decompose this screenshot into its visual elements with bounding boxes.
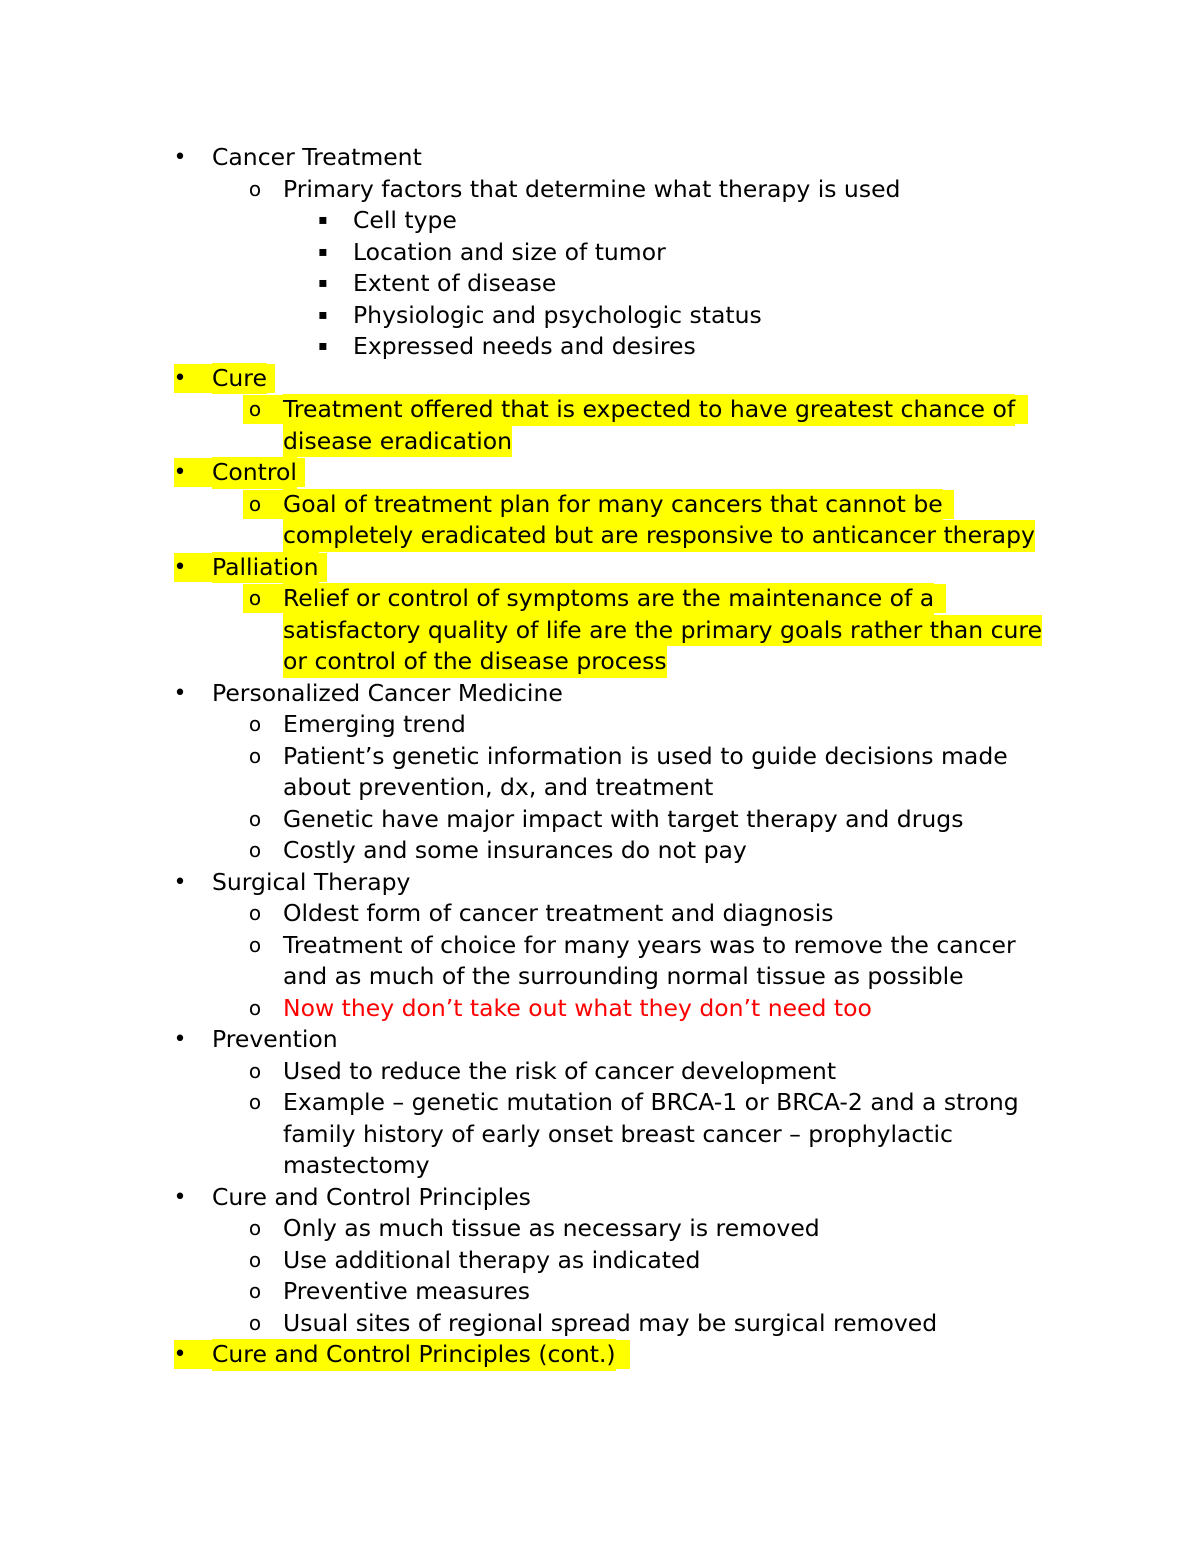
list-item-text: Example – genetic mutation of BRCA-1 or BRCA-2 and a strong — [283, 1088, 1019, 1116]
list-item — [0, 709, 1200, 741]
list-item — [0, 1276, 1200, 1308]
list-item-text: Now they don’t take out what they don’t need too — [283, 993, 872, 1022]
circle-bullet-icon: o — [248, 932, 262, 957]
section-title: Cure — [212, 363, 267, 395]
list-item — [0, 174, 1200, 206]
section-title: Cure and Control Principles (cont.) — [212, 1339, 616, 1371]
square-bullet-icon: ▪ — [318, 243, 328, 260]
list-item-text: Usual sites of regional spread may be surgical removed — [283, 1308, 938, 1337]
bullet-icon: • — [173, 365, 187, 391]
list-item — [0, 804, 1200, 836]
circle-bullet-icon: o — [248, 176, 262, 201]
circle-bullet-icon: o — [248, 1216, 262, 1240]
bullet-icon: • — [173, 145, 187, 170]
bullet-icon: • — [173, 460, 187, 485]
square-bullet-icon: ▪ — [318, 306, 328, 323]
section-cure-and-control-principles — [0, 1182, 1200, 1214]
list-item — [0, 300, 1200, 332]
square-bullet-icon: ▪ — [318, 212, 328, 228]
section-cure-and-control-principles-cont — [0, 1339, 1200, 1371]
list-item-text: Expressed needs and desires — [353, 332, 696, 360]
square-bullet-icon: ▪ — [318, 275, 328, 291]
list-item — [0, 835, 1200, 867]
list-item-text-continued: mastectomy — [283, 1151, 430, 1179]
circle-bullet-icon: o — [248, 712, 262, 736]
circle-bullet-icon: o — [248, 1310, 262, 1335]
list-item-emphasis — [0, 993, 1200, 1025]
circle-bullet-icon: o — [248, 901, 262, 925]
section-title: Palliation — [212, 552, 319, 584]
circle-bullet-icon: o — [248, 397, 262, 421]
bullet-icon: • — [173, 1184, 187, 1210]
list-item — [0, 489, 1200, 552]
list-item-text: Physiologic and psychologic status — [353, 300, 762, 329]
circle-bullet-icon: o — [248, 1058, 262, 1083]
list-item-text: Cell type — [353, 206, 457, 234]
section-personalized-cancer-medicine — [0, 678, 1200, 710]
circle-bullet-icon: o — [248, 743, 262, 768]
list-item-text-continued: about prevention, dx, and treatment — [283, 773, 714, 801]
list-item-text: Extent of disease — [353, 269, 557, 297]
section-cure — [0, 363, 1200, 395]
list-item — [0, 205, 1200, 237]
list-item — [0, 1308, 1200, 1340]
bullet-icon: • — [173, 680, 187, 706]
circle-bullet-icon: o — [248, 491, 262, 516]
circle-bullet-icon: o — [248, 1090, 262, 1114]
circle-bullet-icon: o — [248, 806, 262, 831]
list-item-text: Primary factors that determine what therapy is used — [283, 174, 901, 203]
list-item-text: Location and size of tumor — [353, 237, 666, 266]
circle-bullet-icon: o — [248, 838, 262, 862]
list-item-text-continued: or control of the disease process — [283, 646, 667, 678]
list-item-text-continued: and as much of the surrounding normal tissue as possible — [283, 962, 964, 990]
list-item-text-continued: family history of early onset breast cancer – prophylactic — [283, 1119, 953, 1148]
section-title: Cancer Treatment — [212, 143, 422, 171]
section-title: Surgical Therapy — [212, 867, 411, 896]
bullet-icon: • — [173, 869, 187, 895]
circle-bullet-icon: o — [248, 1279, 262, 1303]
section-surgical-therapy — [0, 867, 1200, 899]
list-item — [0, 1087, 1200, 1182]
section-title: Personalized Cancer Medicine — [212, 678, 563, 707]
circle-bullet-icon: o — [248, 586, 262, 610]
list-item — [0, 1213, 1200, 1245]
section-prevention — [0, 1024, 1200, 1056]
section-title: Cure and Control Principles — [212, 1182, 531, 1211]
list-item-text-continued: satisfactory quality of life are the primary goals rather than cure — [283, 615, 1042, 647]
list-item-text: Genetic have major impact with target therapy and drugs — [283, 804, 964, 833]
list-item-text: Used to reduce the risk of cancer development — [283, 1056, 837, 1085]
list-item — [0, 394, 1200, 457]
section-control — [0, 457, 1200, 489]
bullet-icon: • — [173, 1027, 187, 1052]
list-item — [0, 237, 1200, 269]
list-item — [0, 1056, 1200, 1088]
section-cancer-treatment — [0, 142, 1200, 174]
list-item-text: Emerging trend — [283, 710, 466, 738]
list-item-text: Patient’s genetic information is used to guide decisions made — [283, 741, 1008, 770]
list-item-text: Treatment of choice for many years was to remove the cancer — [283, 930, 1016, 959]
bullet-icon: • — [173, 554, 187, 580]
list-item-text-continued: disease eradication — [283, 426, 512, 458]
list-item-text: Oldest form of cancer treatment and diagnosis — [283, 899, 834, 927]
list-item — [0, 741, 1200, 804]
list-item-text: Preventive measures — [283, 1277, 530, 1305]
list-item — [0, 583, 1200, 678]
list-item — [0, 1245, 1200, 1277]
list-item — [0, 930, 1200, 993]
list-item-text: Treatment offered that is expected to have greatest chance of — [283, 394, 1015, 426]
list-item-text: Only as much tissue as necessary is removed — [283, 1214, 820, 1242]
list-item-text-continued: completely eradicated but are responsive to anticancer therapy — [283, 520, 1035, 552]
bullet-icon: • — [173, 1342, 187, 1367]
list-item — [0, 898, 1200, 930]
circle-bullet-icon: o — [248, 995, 262, 1020]
section-title: Prevention — [212, 1025, 338, 1053]
list-item-text: Costly and some insurances do not pay — [283, 836, 747, 864]
section-title: Control — [212, 457, 297, 489]
list-item-text: Goal of treatment plan for many cancers that cannot be — [283, 489, 943, 521]
square-bullet-icon: ▪ — [318, 338, 328, 354]
section-palliation — [0, 552, 1200, 584]
list-item-text: Use additional therapy as indicated — [283, 1245, 701, 1274]
list-item — [0, 268, 1200, 300]
list-item — [0, 331, 1200, 363]
circle-bullet-icon: o — [248, 1247, 262, 1272]
list-item-text: Relief or control of symptoms are the maintenance of a — [283, 583, 934, 615]
outline-list — [0, 142, 1200, 1371]
